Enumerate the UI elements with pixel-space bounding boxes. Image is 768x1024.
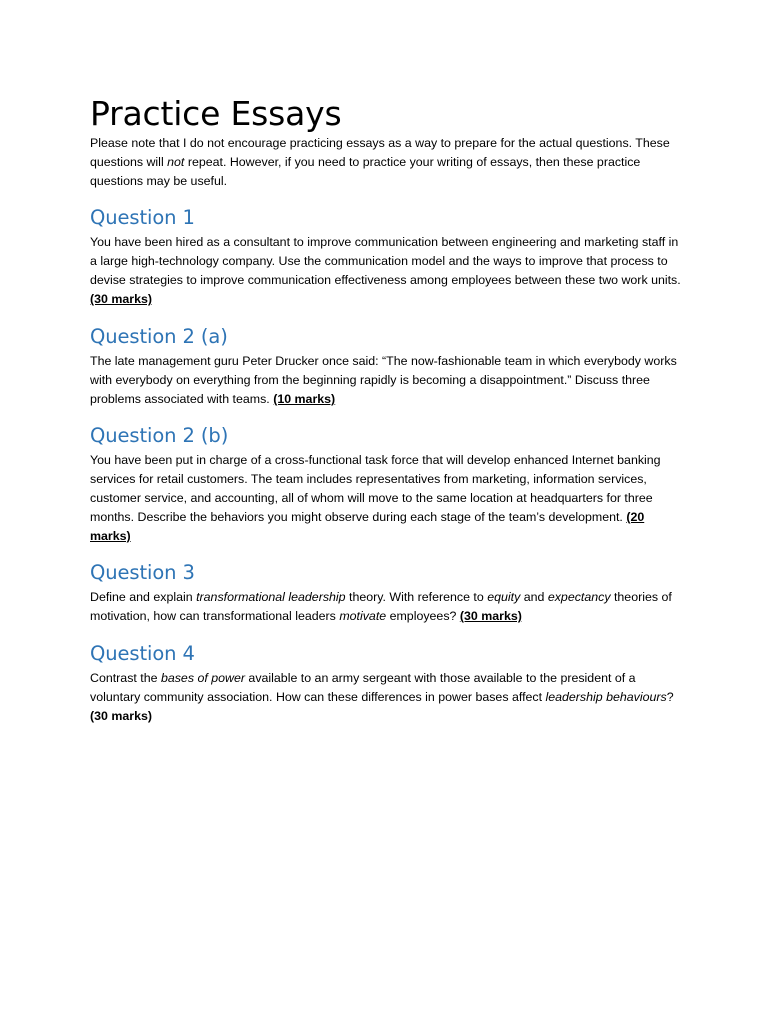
question-3-text-2: theory. With reference to (345, 590, 488, 604)
intro-emphasis: not (167, 155, 185, 169)
question-3-emphasis-3: expectancy (547, 590, 611, 604)
question-2a-body: The late management guru Peter Drucker once said: “The now-fashionable team in which everybody works with everybody on everything from the beginning rapidly is becoming a disappointment.” Discuss three problems associated with teams. (90, 354, 677, 406)
intro-text-c: repeat. However, if you need to practice your writing of essays, then these practice questions may be useful. (90, 155, 641, 188)
question-3-text-1: Define and explain (90, 590, 197, 604)
question-2b-heading: Question 2 (b) (90, 424, 229, 447)
intro-text-a: Please note that I do not encourage practicing essays as a way to prepare for the actual questions. These questions will (90, 136, 670, 169)
question-3-emphasis-1: transformational leadership (196, 590, 346, 604)
question-3-text (90, 588, 686, 626)
question-4-text-2: available to an army sergeant with those available to the president of a voluntary community association. How can these differences in power bases affect (90, 671, 636, 704)
question-4-marks: (30 marks) (90, 709, 152, 723)
question-3-emphasis-4: motivate (339, 609, 387, 623)
question-3-text-4: theories of motivation, how can transformational leaders (90, 590, 672, 623)
question-3-marks: (30 marks) (459, 609, 522, 623)
question-2a-heading: Question 2 (a) (90, 325, 228, 348)
question-2b-body: You have been put in charge of a cross-functional task force that will develop enhanced Internet banking services for retail customers. The team includes representatives from marketing, information services, customer service, and accounting, all of whom will move to the same location at headquarters for three months. Describe the behaviors you might observe during each stage of the team’s development. (90, 453, 661, 524)
question-4-text-3: ? (666, 690, 674, 704)
question-4-heading: Question 4 (90, 642, 195, 665)
document-page (90, 94, 686, 726)
question-4-emphasis-1: bases of power (160, 671, 245, 685)
page-title: Practice Essays (90, 94, 342, 133)
question-2a-text (90, 352, 686, 409)
question-1-body: You have been hired as a consultant to improve communication between engineering and marketing staff in a large high-technology company. Use the communication model and the ways to improve that process to devise strategies to improve communication effectiveness among employees between these two work units. (90, 235, 681, 287)
question-4-text (90, 669, 686, 726)
question-1-heading: Question 1 (90, 206, 195, 229)
question-2b-text (90, 451, 686, 546)
question-2b-marks: (20 marks) (90, 510, 645, 543)
question-4-emphasis-2: leadership behaviours (545, 690, 667, 704)
question-3-text-3: and (520, 590, 548, 604)
question-1-text (90, 233, 686, 309)
question-1-marks: (30 marks) (90, 292, 152, 306)
intro-paragraph (90, 134, 686, 191)
question-3-emphasis-2: equity (487, 590, 521, 604)
question-3-text-5: employees? (386, 609, 460, 623)
question-3-heading: Question 3 (90, 561, 195, 584)
question-2a-marks: (10 marks) (273, 392, 336, 406)
question-4-text-1: Contrast the (90, 671, 161, 685)
